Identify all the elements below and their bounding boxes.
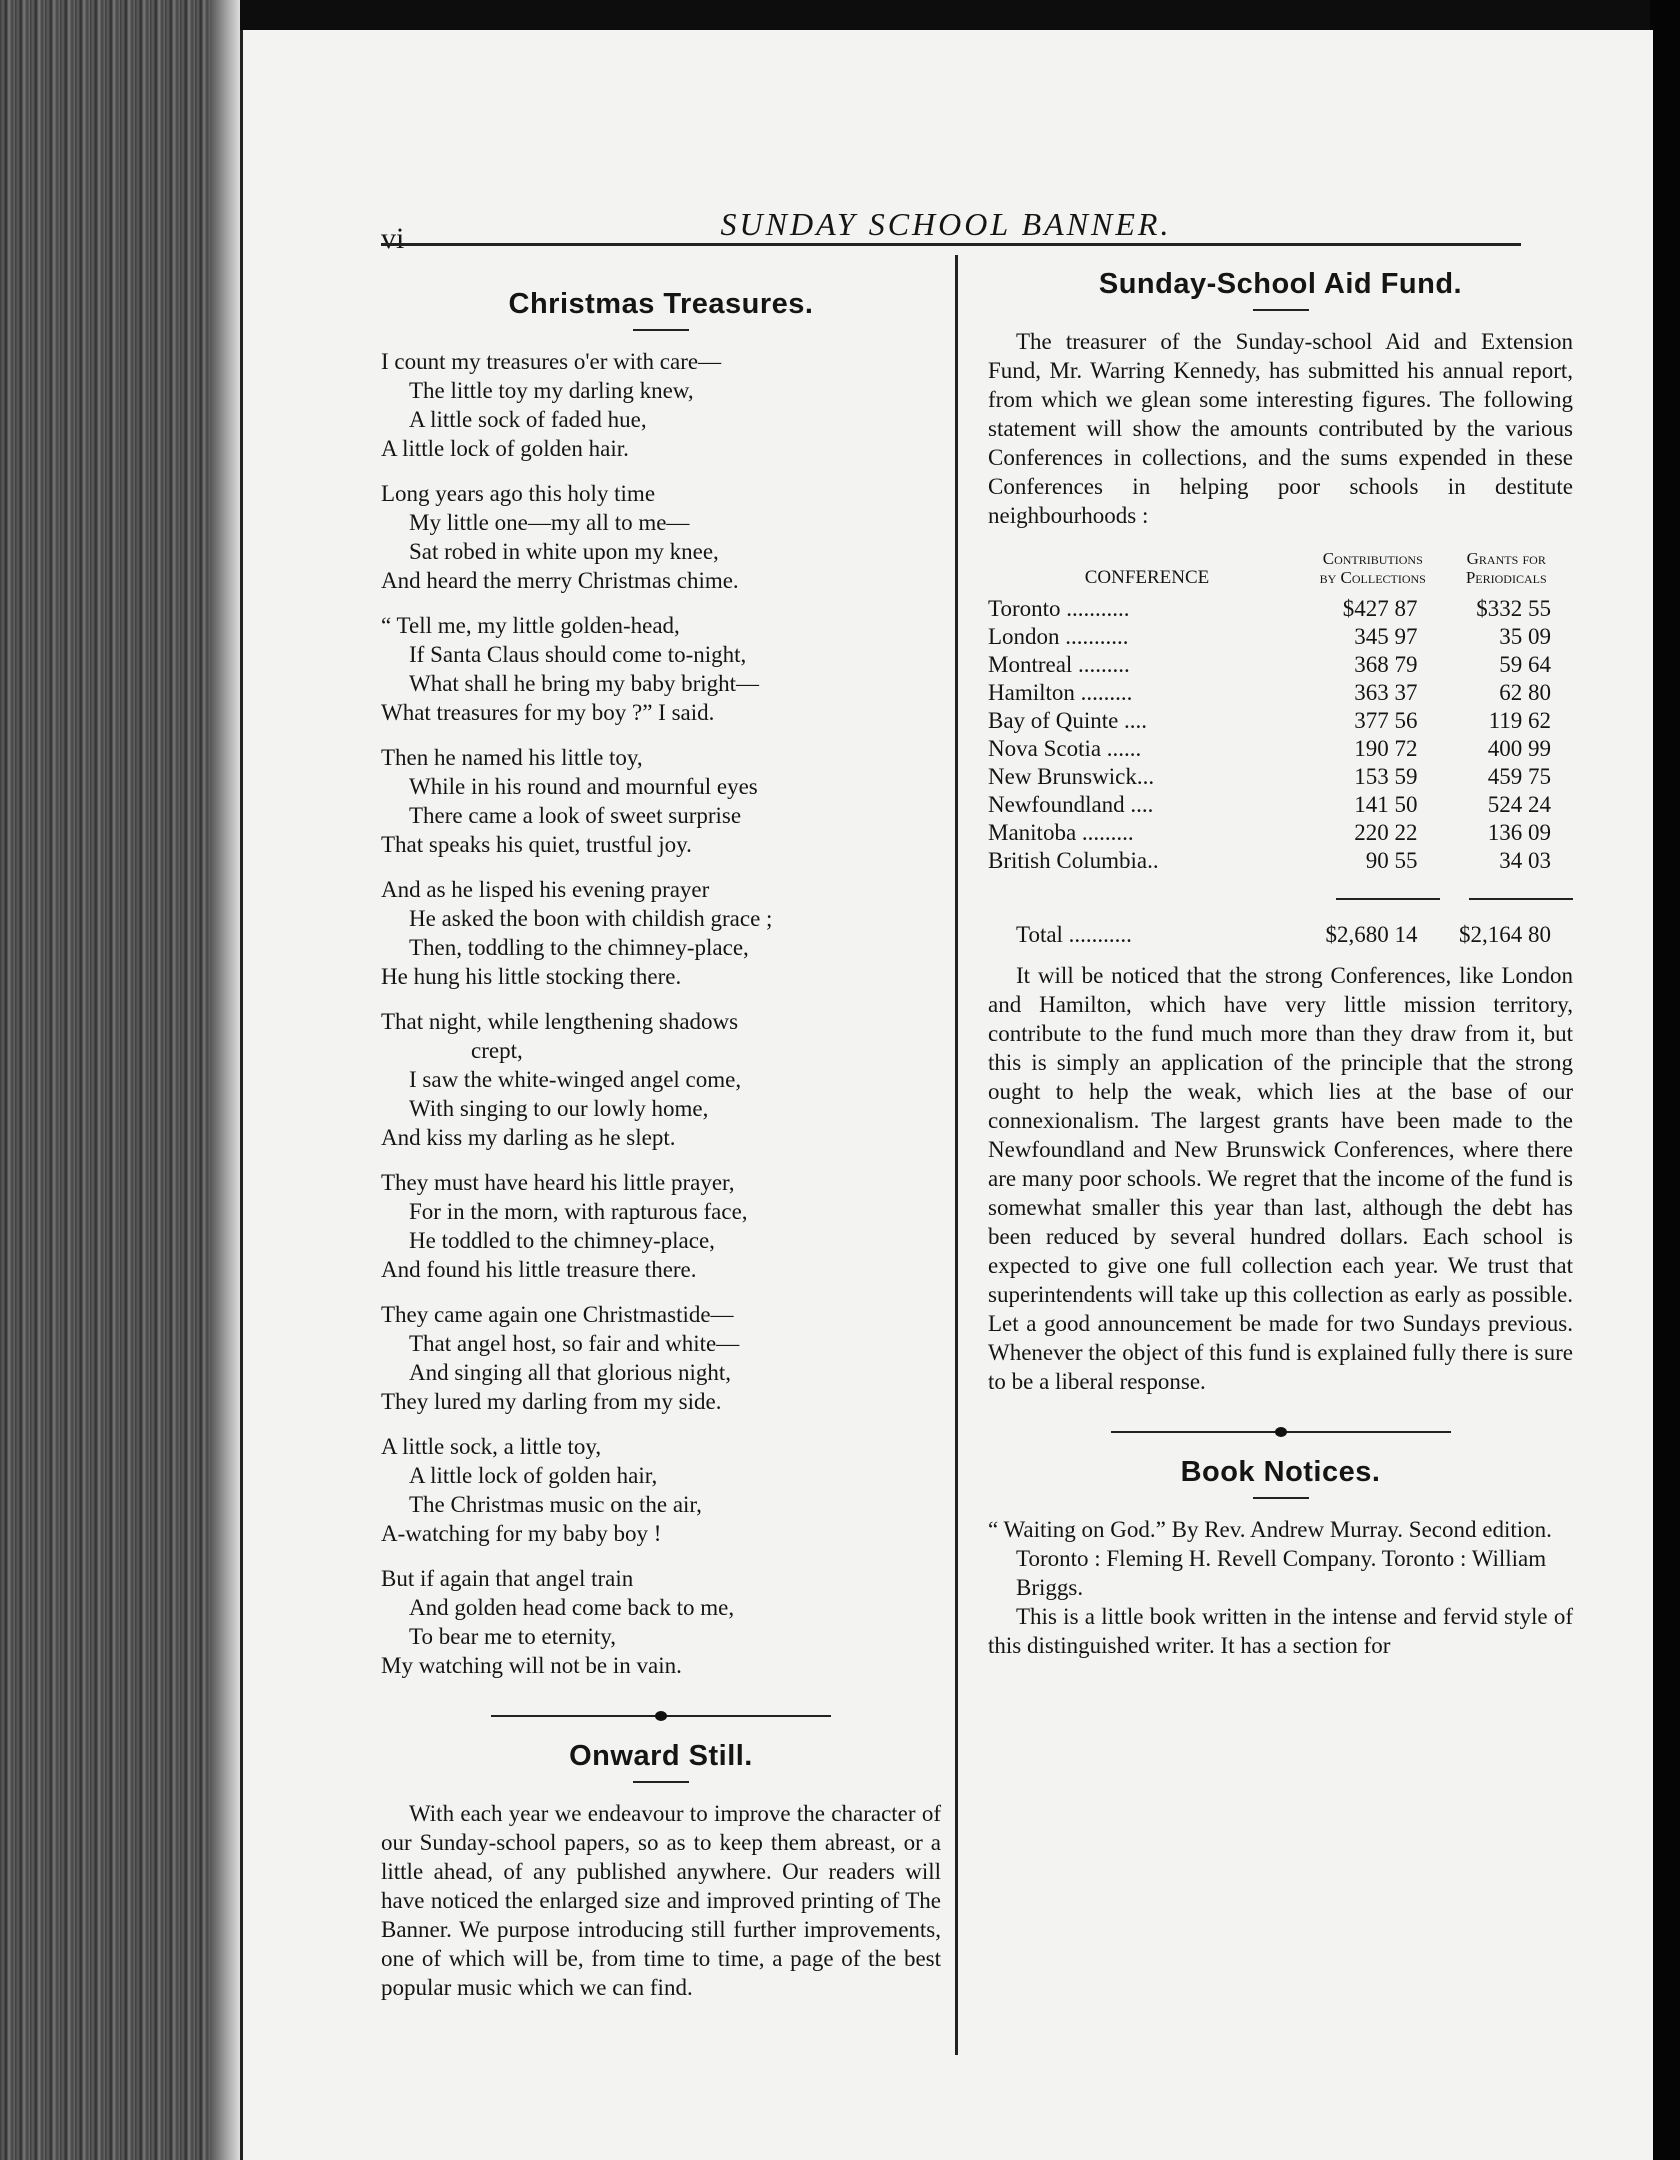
poem-line: For in the morn, with rapturous face, — [409, 1199, 748, 1224]
book-binding — [0, 0, 238, 2160]
poem-line: With singing to our lowly home, — [409, 1096, 709, 1121]
contribution-value: 368 79 — [1354, 652, 1418, 677]
poem-stanza — [381, 875, 941, 991]
poem-line: And kiss my darling as he slept. — [381, 1125, 676, 1150]
poem-line: Long years ago this holy time — [381, 481, 656, 506]
total-label: Total ........... — [1016, 922, 1132, 947]
grant-value: 34 03 — [1499, 848, 1551, 873]
poem-stanza — [381, 743, 941, 859]
conference-name: Hamilton ......... — [988, 680, 1133, 705]
poem-line: A little sock, a little toy, — [381, 1434, 602, 1459]
conference-name: Nova Scotia ...... — [988, 736, 1142, 761]
column-header-contributions: Contributions by Collections — [1319, 549, 1426, 587]
conference-row — [988, 623, 1573, 651]
sum-rule — [988, 875, 1573, 915]
poem-stanza — [381, 479, 941, 595]
poem-line: A little lock of golden hair. — [381, 436, 629, 461]
column-header-conference: CONFERENCE — [1084, 567, 1210, 588]
poem-line: The little toy my darling knew, — [409, 378, 694, 403]
right-column — [988, 260, 1573, 1660]
title-rule — [1253, 309, 1309, 311]
poem-stanza — [381, 1300, 941, 1416]
section-ornament — [1111, 1426, 1451, 1438]
conference-name: Toronto ........... — [988, 596, 1130, 621]
poem-line: They came again one Christmastide— — [381, 1302, 734, 1327]
poem-line: There came a look of sweet surprise — [409, 803, 742, 828]
grant-value: $332 55 — [1476, 596, 1551, 621]
title-rule — [1253, 1497, 1309, 1499]
poem-stanza — [381, 1564, 941, 1680]
aid-fund-intro: The treasurer of the Sunday-school Aid and Extension Fund, Mr. Warring Kennedy, has submitted his annual report, from which we glean some interesting figures. The following statement will show the amounts contributed by the various Conferences in collections, and the sums expended in these Conferences in helping poor schools in destitute neighbourhoods : — [988, 329, 1573, 528]
poem-line: My watching will not be in vain. — [381, 1653, 682, 1678]
conference-row — [988, 819, 1573, 847]
poem-line: And singing all that glorious night, — [409, 1360, 731, 1385]
aid-fund-body: It will be noticed that the strong Conferences, like London and Hamilton, which have very little mission territory, contribute to the fund much more than they draw from it, but this is simply an application of the principle that the strong ought to help the weak, which lies at the base of our connexionalism. The largest grants have been made to the Newfoundland and New Brunswick Conferences, where there are many poor schools. We regret that the income of the fund is somewhat smaller this year than last, although the debt has been reduced by several hundred dollars. Each school is expected to give one full collection each year. We trust that superintendents will take up this collection as early as possible. Let a good announcement be made for two Sundays previous. Whenever the object of this fund is explained fully there is sure to be a liberal response. — [988, 963, 1573, 1394]
poem-line: I saw the white-winged angel come, — [409, 1067, 742, 1092]
column-header-grants: Grants for Periodicals — [1465, 549, 1547, 587]
book-entry-body: This is a little book written in the intense and fervid style of this distinguished writer. It has a section for — [988, 1604, 1573, 1658]
title-rule — [633, 329, 689, 331]
poem-line: And as he lisped his evening prayer — [381, 877, 710, 902]
conference-row — [988, 651, 1573, 679]
poem-stanza — [381, 1432, 941, 1548]
conference-name: British Columbia.. — [988, 848, 1159, 873]
poem-stanza — [381, 347, 941, 463]
contribution-value: 345 97 — [1354, 624, 1418, 649]
poem-line: crept, — [471, 1038, 523, 1063]
poem-line: I count my treasures o'er with care— — [381, 349, 722, 374]
poem-line: What treasures for my boy ?” I said. — [381, 700, 715, 725]
poem-line: Sat robed in white upon my knee, — [409, 539, 719, 564]
contribution-value: 190 72 — [1354, 736, 1418, 761]
grant-value: 136 09 — [1487, 820, 1551, 845]
book-entry-title: “ Waiting on God.” By Rev. Andrew Murray. Second edition. Toronto : Fleming H. Revell Company. Toronto : William Briggs. — [988, 1517, 1552, 1600]
poem-line: A little lock of golden hair, — [409, 1463, 658, 1488]
grant-value: 524 24 — [1487, 792, 1551, 817]
poem-line: And found his little treasure there. — [381, 1257, 697, 1282]
grant-value: 459 75 — [1487, 764, 1551, 789]
grant-value: 400 99 — [1487, 736, 1551, 761]
aid-fund-title: Sunday-School Aid Fund. — [1098, 268, 1463, 300]
contribution-value: 141 50 — [1354, 792, 1418, 817]
poem-line: He asked the boon with childish grace ; — [409, 906, 773, 931]
poem-line: They lured my darling from my side. — [381, 1389, 722, 1414]
grant-value: 35 09 — [1499, 624, 1551, 649]
column-rule — [955, 255, 958, 2055]
poem-line: That night, while lengthening shadows — [381, 1009, 739, 1034]
poem-line: “ Tell me, my little golden-head, — [381, 613, 680, 638]
poem-line: But if again that angel train — [381, 1566, 634, 1591]
contribution-value: 220 22 — [1354, 820, 1418, 845]
poem-line: Then, toddling to the chimney-place, — [409, 935, 749, 960]
conference-name: London ........... — [988, 624, 1129, 649]
conference-row — [988, 847, 1573, 875]
poem-line: That speaks his quiet, trustful joy. — [381, 832, 692, 857]
page-header — [381, 180, 1511, 255]
conference-row — [988, 791, 1573, 819]
poem-line: He hung his little stocking there. — [381, 964, 682, 989]
conference-row — [988, 595, 1573, 623]
conference-table — [988, 548, 1573, 949]
conference-row — [988, 679, 1573, 707]
contribution-value: 90 55 — [1365, 848, 1418, 873]
conference-name: Montreal ......... — [988, 652, 1130, 677]
conference-row — [988, 763, 1573, 791]
poem-stanza — [381, 611, 941, 727]
grant-value: 62 80 — [1499, 680, 1551, 705]
poem-line: A-watching for my baby boy ! — [381, 1521, 662, 1546]
poem-line: What shall he bring my baby bright— — [409, 671, 760, 696]
poem-line: The Christmas music on the air, — [409, 1492, 702, 1517]
contribution-value: 363 37 — [1354, 680, 1418, 705]
poem-stanza — [381, 1168, 941, 1284]
page-number: vi — [381, 222, 405, 255]
poem-line: A little sock of faded hue, — [409, 407, 647, 432]
christmas-treasures-poem — [381, 347, 941, 1680]
left-column — [381, 280, 941, 2002]
onward-still-body: With each year we endeavour to improve the character of our Sunday-school papers, so as to keep them abreast, or a little ahead, of any published anywhere. Our readers will have noticed the enlarged size and improved printing of The Banner. We purpose introducing still further improvements, one of which will be, from time to time, a page of the best popular music which we can find. — [381, 1801, 941, 2000]
title-rule — [633, 1781, 689, 1783]
contribution-value: $427 87 — [1342, 596, 1418, 621]
conference-row — [988, 707, 1573, 735]
book-notices-title: Book Notices. — [1180, 1456, 1381, 1488]
conference-name: Newfoundland .... — [988, 792, 1154, 817]
poem-line: My little one—my all to me— — [409, 510, 690, 535]
binding-edge — [210, 0, 240, 2160]
poem-line: That angel host, so fair and white— — [409, 1331, 740, 1356]
poem-line: And heard the merry Christmas chime. — [381, 568, 739, 593]
christmas-treasures-title: Christmas Treasures. — [508, 288, 814, 320]
grant-value: 59 64 — [1499, 652, 1551, 677]
poem-line: And golden head come back to me, — [409, 1595, 735, 1620]
poem-line: He toddled to the chimney-place, — [409, 1228, 715, 1253]
total-grants: $2,164 80 — [1459, 922, 1551, 947]
contribution-value: 153 59 — [1354, 764, 1418, 789]
onward-still-title: Onward Still. — [569, 1740, 753, 1772]
contribution-value: 377 56 — [1354, 708, 1418, 733]
header-rule — [381, 243, 1521, 246]
total-contributions: $2,680 14 — [1325, 922, 1418, 947]
poem-line: Then he named his little toy, — [381, 745, 643, 770]
conference-name: New Brunswick... — [988, 764, 1155, 789]
conference-name: Bay of Quinte .... — [988, 708, 1148, 733]
poem-line: To bear me to eternity, — [409, 1624, 617, 1649]
poem-line: While in his round and mournful eyes — [409, 774, 758, 799]
poem-line: If Santa Claus should come to-night, — [409, 642, 747, 667]
total-row — [988, 915, 1573, 949]
section-ornament — [491, 1710, 831, 1722]
page — [240, 30, 1653, 2160]
running-title: SUNDAY SCHOOL BANNER. — [720, 206, 1172, 242]
scan-border — [1650, 0, 1680, 2160]
conference-name: Manitoba ......... — [988, 820, 1134, 845]
poem-line: They must have heard his little prayer, — [381, 1170, 735, 1195]
grant-value: 119 62 — [1488, 708, 1551, 733]
poem-stanza — [381, 1007, 941, 1152]
conference-row — [988, 735, 1573, 763]
